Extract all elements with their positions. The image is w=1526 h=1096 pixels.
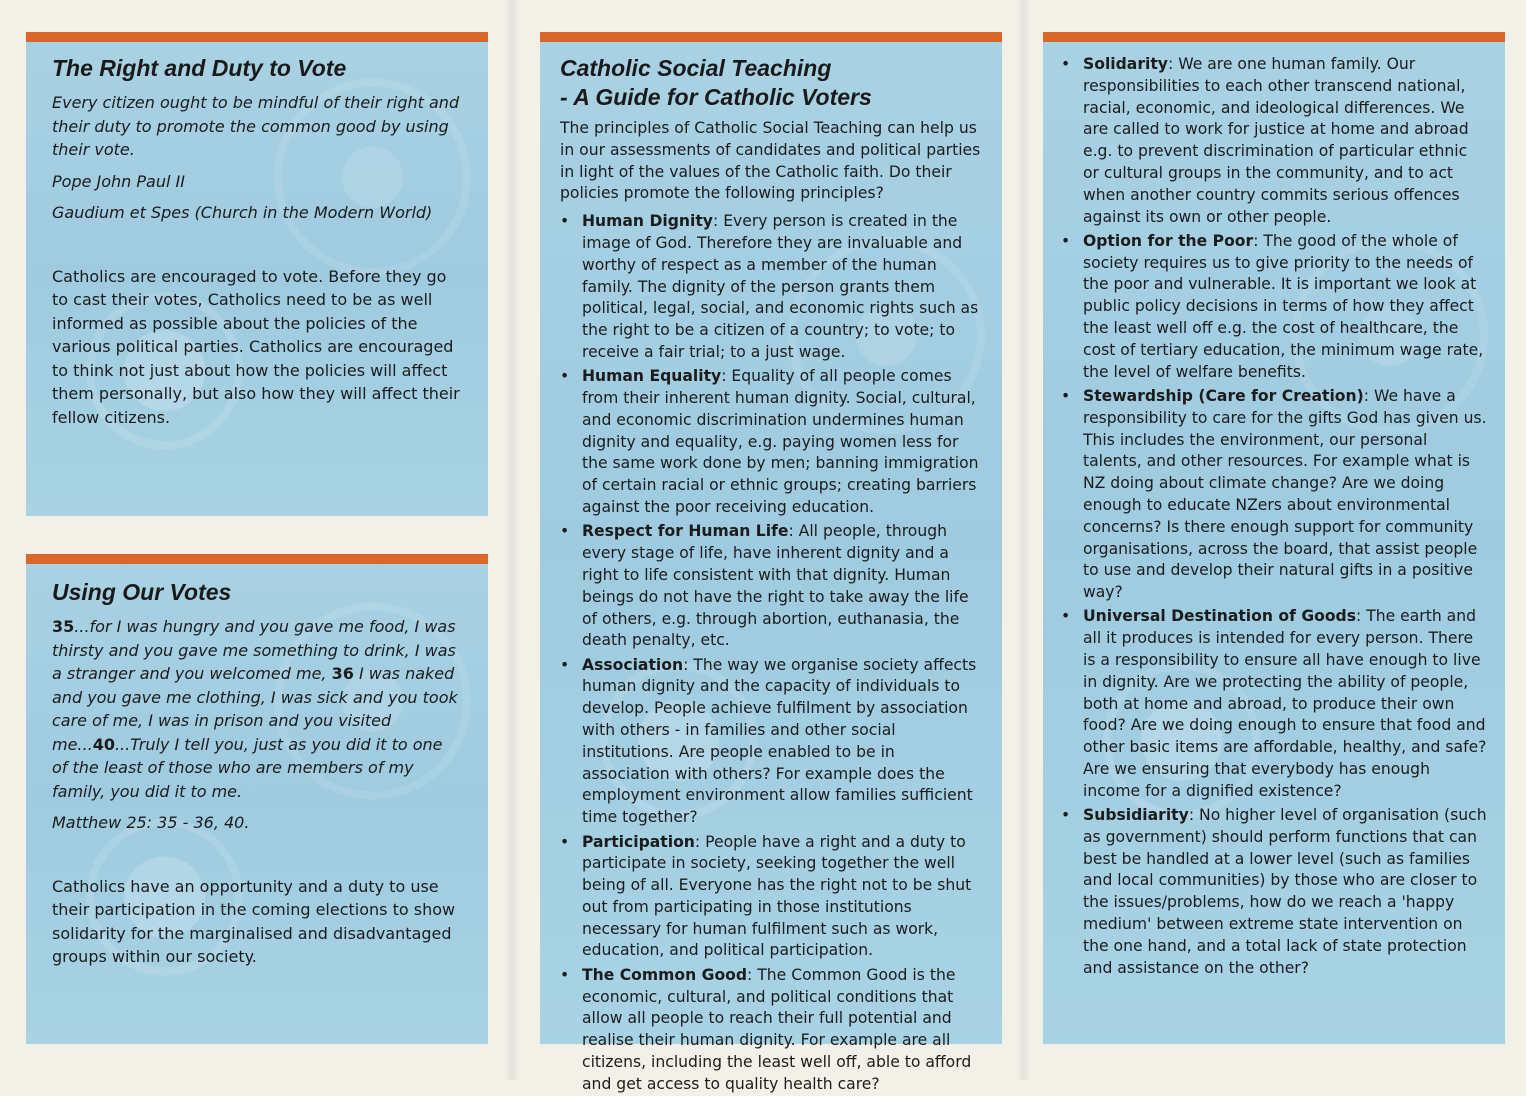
fold-line-right	[1016, 0, 1030, 1080]
quote: Every citizen ought to be mindful of their right and their duty to promote the common good by using their vote.	[52, 93, 460, 159]
list-item: • Stewardship (Care for Creation): We have a responsibility to care for the gifts God has given us. This includes the environment, our personal talents, and other resources. For example what is NZ doing about climate change? Are we doing enough to educate NZers about environmental concerns? Is there enough support for community organisations, across the board, that assist people to use and develop their natural gifts in a positive way?	[1061, 386, 1487, 602]
principle-text: : All people, through every stage of life, have inherent dignity and a right to life consistent with that dignity. Human beings do not have the right to take away the life of others, e.g. through abortion, euthanasia, the death penalty, etc.	[582, 522, 969, 650]
list-item: • Solidarity: We are one human family. Our responsibilities to each other transcend national, racial, economic, and ideological differences. We are called to work for justice at home and abroad e.g. to prevent discrimination of particular ethnic or cultural groups in the community, and to act when another country commits serious offences against its own or other people.	[1061, 55, 1469, 226]
list-item: • Human Equality: Equality of all people comes from their inherent human dignity. Social, cultural, and economic discrimination undermines human dignity and equality, e.g. paying women less for the same work done by men; banning immigration of certain racial or ethnic groups; creating barriers against the poor receiving education.	[560, 367, 979, 517]
principle-text: : People have a right and a duty to participate in society, seeking together the well being of all. Everyone has the right not to be shut out from participating in those institutions necessary for human fulfilment such as work, education, and political participation.	[582, 832, 972, 960]
principle-term: Subsidiarity	[1083, 806, 1189, 825]
list-item: • Participation: People have a right and a duty to participate in society, seeking together the well being of all. Everyone has the right not to be shut out from participating in those institutions necessary for human fulfilment such as work, education, and political participation.	[560, 832, 972, 960]
scripture-citation: Matthew 25: 35 - 36, 40.	[52, 813, 250, 832]
principle-term: Option for the Poor	[1083, 231, 1254, 250]
panel-catholic-social-teaching	[540, 32, 1002, 1093]
panel-body: Catholics have an opportunity and a duty to use their participation in the coming elections to show solidarity for the marginalised and disadvantaged groups within our society.	[52, 876, 456, 966]
panel-principles-continued	[1043, 32, 1505, 1044]
quote-attribution: Pope John Paul II	[52, 171, 185, 191]
list-item: • The Common Good: The Common Good is the economic, cultural, and political conditions that allow all people to reach their full potential and realise their human dignity. For example are all citizens, including the least well off, able to afford and get access to quality health care?	[560, 965, 972, 1093]
list-item: • Human Dignity: Every person is created in the image of God. Therefore they are invaluable and worthy of respect as a member of the human family. The dignity of the person grants them political, legal, social, and economic rights such as the right to be a citizen of a country; to vote; to receive a fair trial; to a just wage.	[560, 212, 979, 361]
scripture-text: I was naked and you gave me clothing, I was sick and you took care of me, I was in prison and you visited me...	[52, 664, 458, 754]
principle-term: The Common Good	[582, 965, 748, 984]
scripture-text: ...Truly I tell you, just as you did it to one of the least of those who are members of my family, you did it to me.	[52, 734, 443, 801]
list-item: • Respect for Human Life: All people, through every stage of life, have inherent dignity and a right to life consistent with that dignity. Human beings do not have the right to take away the life of others, e.g. through abortion, euthanasia, the death penalty, etc.	[560, 522, 969, 650]
principle-text: : The good of the whole of society requires us to give priority to the needs of the poor and vulnerable. It is important we look at public policy decisions in terms of how they affect the least well off e.g. the cost of healthcare, the cost of tertiary education, the minimum wage rate, the level of welfare benefits.	[1083, 231, 1484, 381]
panel-body: Catholics are encouraged to vote. Before they go to cast their votes, Catholics need to be as well informed as possible about the policies of the various political parties. Catholics are encouraged to think not just about how the policies will affect them personally, but also how they will affect their fellow citizens.	[52, 266, 460, 427]
principle-term: Participation	[582, 832, 695, 851]
list-item: • Association: The way we organise society affects human dignity and the capacity of individuals to develop. People achieve fulfilment by association with others - in families and other social institutions. Are people enabled to be in association with others? For example does the employment environment allow families sufficient time together?	[560, 655, 977, 827]
principle-text: : We are one human family. Our responsibilities to each other transcend national, racial, economic, and ideological differences. We are called to work for justice at home and abroad e.g. to prevent discrimination of particular ethnic or cultural groups in the community, and to act when another country commits serious offences against its own or other people.	[1083, 55, 1469, 226]
principle-term: Respect for Human Life	[582, 522, 789, 541]
intro-paragraph: The principles of Catholic Social Teaching can help us in our assessments of candidates and political parties in light of the values of the Catholic faith. Do their policies promote the following principles?	[560, 119, 981, 203]
scripture-quote	[52, 615, 462, 803]
verse-number: 40	[92, 734, 115, 754]
fold-line-left	[505, 0, 519, 1080]
list-item: • Subsidiarity: No higher level of organisation (such as government) should perform functions that can best be handled at a lower level (such as families and local communities) by those who are closer to the issues/problems, how do we reach a 'happy medium' between extreme state intervention on the one hand, and a total lack of state protection and assistance on the other?	[1061, 806, 1487, 977]
panel-right-and-duty-to-vote	[26, 32, 488, 516]
principle-term: Universal Destination of Goods	[1083, 607, 1356, 626]
principle-text: : Equality of all people comes from their inherent human dignity. Social, cultural, and economic discrimination undermines human dignity and equality, e.g. paying women less for the same work done by men; banning immigration of certain racial or ethnic groups; creating barriers against the poor receiving education.	[582, 367, 979, 517]
quote-source: Gaudium et Spes (Church in the Modern World)	[52, 203, 433, 222]
principle-term: Stewardship (Care for Creation)	[1083, 386, 1364, 405]
principle-text: : The way we organise society affects human dignity and the capacity of individuals to develop. People achieve fulfilment by association with others - in families and other social institutions. Are people enabled to be in association with others? For example does the employment environment allow families sufficient time together?	[582, 655, 977, 827]
principle-text: : The earth and all it produces is intended for every person. There is a responsibility to ensure all have enough to live in dignity. Are we protecting the ability of people, both at home and abroad, to produce their own food? Are we doing enough to ensure that food and other basic items are affordable, healthy, and safe? Are we ensuring that everybody has enough income for a dignified existence?	[1083, 607, 1487, 800]
principle-term: Solidarity	[1083, 55, 1168, 73]
verse-number: 36	[331, 664, 354, 683]
panel-title: The Right and Duty to Vote	[52, 55, 347, 81]
panel-title-line-2: - A Guide for Catholic Voters	[560, 84, 872, 110]
principles-list	[560, 211, 984, 1095]
principle-text: : The Common Good is the economic, cultural, and political conditions that allow all people to reach their full potential and realise their human dignity. For example are all citizens, including the least well off, able to afford and get access to quality health care?	[582, 965, 972, 1093]
list-item: • Option for the Poor: The good of the whole of society requires us to give priority to the needs of the poor and vulnerable. It is important we look at public policy decisions in terms of how they affect the least well off e.g. the cost of healthcare, the cost of tertiary education, the minimum wage rate, the level of welfare benefits.	[1061, 231, 1484, 381]
principle-text: : Every person is created in the image of God. Therefore they are invaluable and worthy of respect as a member of the human family. The dignity of the person grants them political, legal, social, and economic rights such as the right to be a citizen of a country; to vote; to receive a fair trial; to a just wage.	[582, 212, 979, 361]
verse-number: 35	[52, 617, 75, 636]
panel-title-line-1: Catholic Social Teaching	[560, 55, 832, 81]
principle-text: : We have a responsibility to care for the gifts God has given us. This includes the environment, our personal talents, and other resources. For example what is NZ doing about climate change? Are we doing enough to educate NZers about environmental concerns? Is there enough support for community organisations, across the board, that assist people to use and develop their natural gifts in a positive way?	[1083, 386, 1487, 602]
principle-term: Human Equality	[582, 367, 722, 386]
panel-using-our-votes	[26, 554, 488, 1044]
panel-title: Using Our Votes	[52, 579, 232, 605]
principle-term: Association	[582, 655, 684, 674]
principle-text: : No higher level of organisation (such as government) should perform functions that can best be handled at a lower level (such as families and local communities) by those who are closer to the issues/problems, how do we reach a 'happy medium' between extreme state intervention on the one hand, and a total lack of state protection and assistance on the other?	[1083, 806, 1487, 977]
principles-list	[1061, 54, 1487, 979]
scripture-text: ...for I was hungry and you gave me food, I was thirsty and you gave me something to drink, I was a stranger and you welcomed me,	[52, 617, 456, 683]
principle-term: Human Dignity	[582, 212, 713, 231]
list-item: • Universal Destination of Goods: The earth and all it produces is intended for every person. There is a responsibility to ensure all have enough to live in dignity. Are we protecting the ability of people, both at home and abroad, to produce their own food? Are we doing enough to ensure that food and other basic items are affordable, healthy, and safe? Are we ensuring that everybody has enough income for a dignified existence?	[1061, 607, 1487, 800]
